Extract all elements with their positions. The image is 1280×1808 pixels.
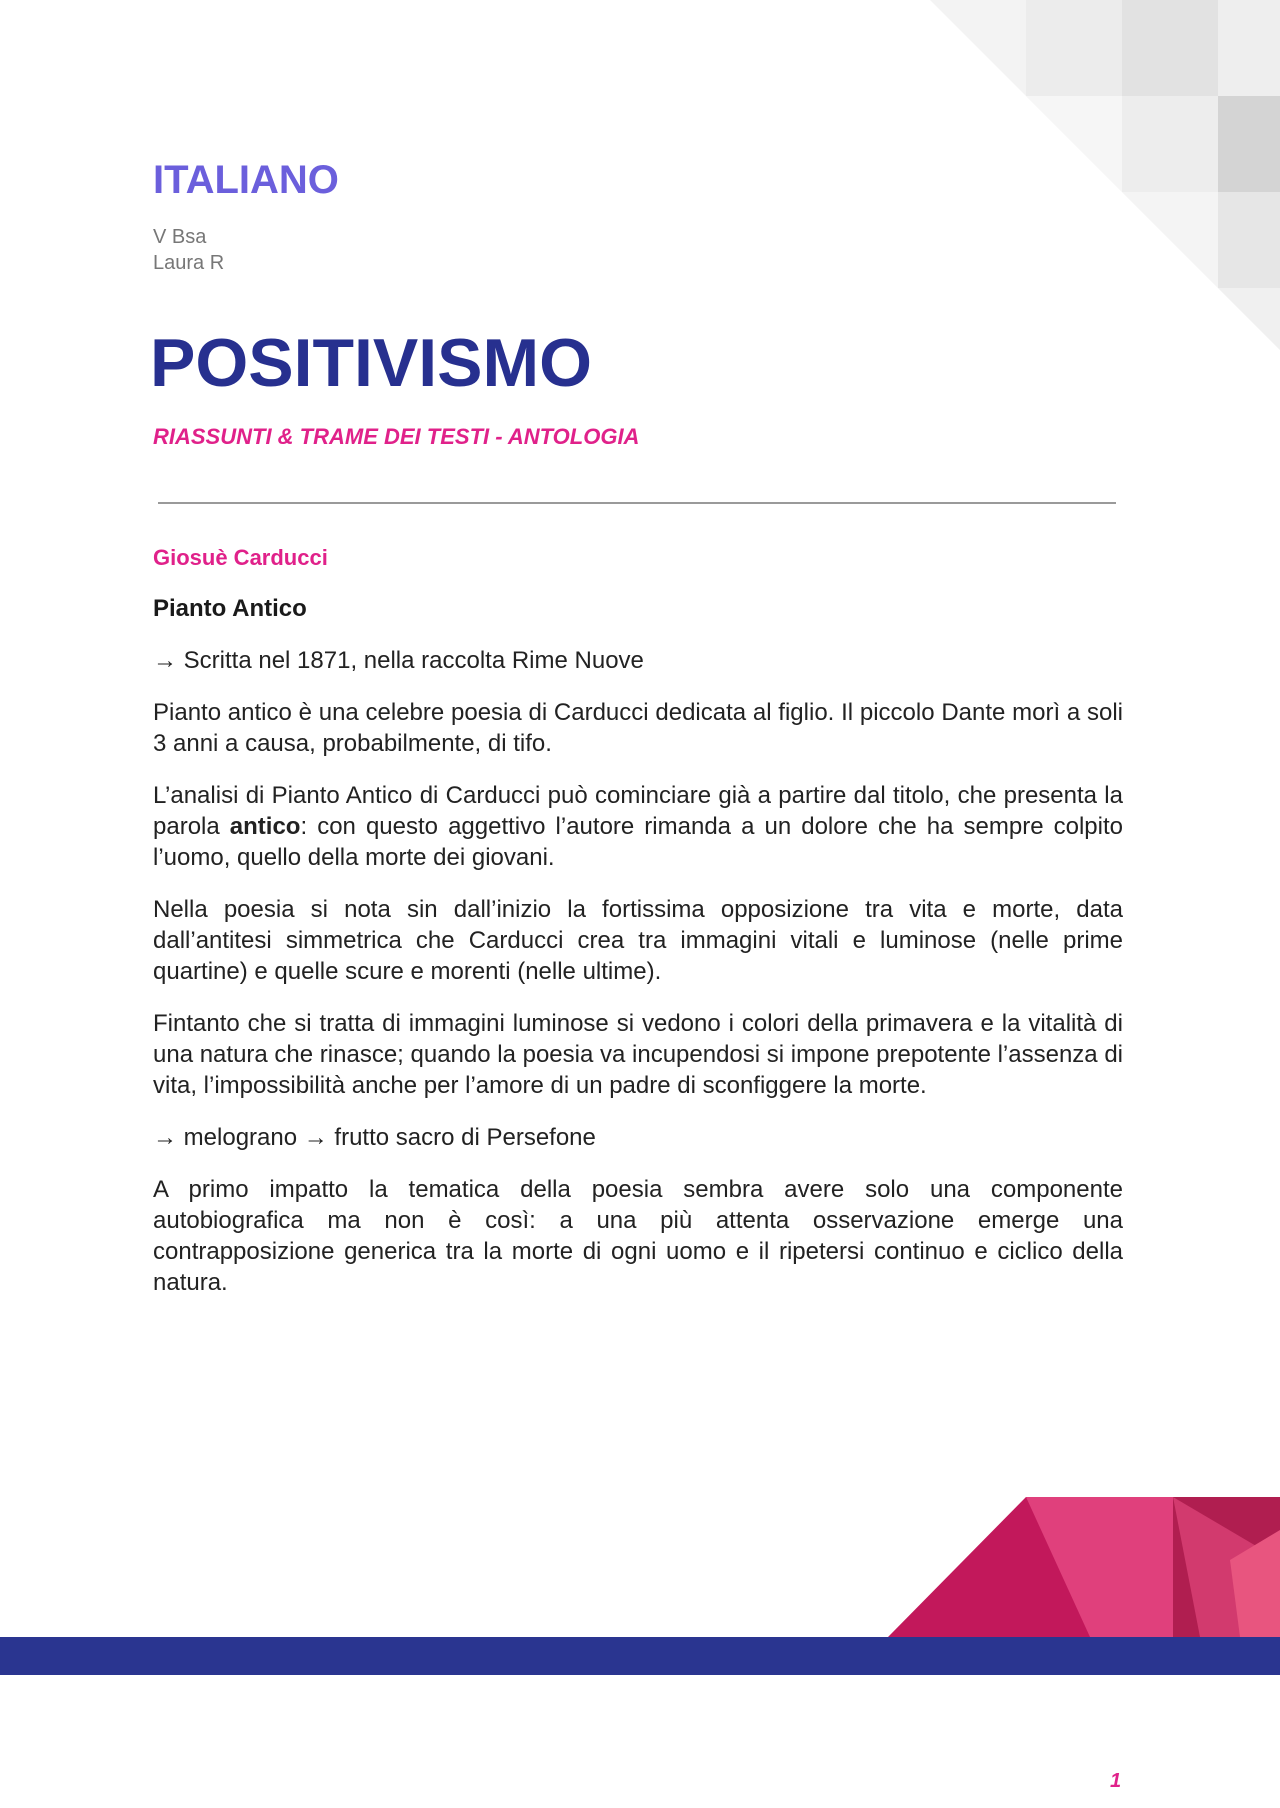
paragraph-2: Pianto antico è una celebre poesia di Carducci dedicata al figlio. Il piccolo Dante morì a soli 3 anni a causa, probabilmente, di tifo. bbox=[153, 699, 1123, 757]
paragraph-5: Fintanto che si tratta di immagini luminose si vedono i colori della primavera e la vitalità di una natura che rinasce; quando la poesia va incupendosi si impone prepotente l’assenza di vita, l’impossibilità anche per l’amore di un padre di sconfiggere la morte. bbox=[153, 1010, 1123, 1099]
section-author: Giosuè Carducci bbox=[153, 545, 328, 570]
paragraph-3-end: : con questo aggettivo l’autore rimanda a un dolore che ha sempre colpito l’uomo, quello della morte dei giovani. bbox=[153, 813, 1123, 871]
document-subtitle: RIASSUNTI & TRAME DEI TESTI - ANTOLOGIA bbox=[153, 424, 640, 449]
document-header bbox=[153, 150, 1123, 276]
paragraph-7: A primo impatto la tematica della poesia sembra avere solo una componente autobiografica ma non è così: a una più attenta osservazione emerge una contrapposizione generica tra la morte di ogni uomo e il ripetersi continuo e ciclico della natura. bbox=[153, 1176, 1123, 1296]
poem-title: Pianto Antico bbox=[153, 595, 307, 622]
paragraph-6: → melograno → frutto sacro di Persefone bbox=[153, 1124, 596, 1151]
class-label: V Bsa bbox=[153, 226, 207, 248]
footer-bar bbox=[0, 1637, 1280, 1675]
author-label: Laura R bbox=[153, 252, 225, 274]
paragraph-3-start: L’analisi di Pianto Antico di Carducci può cominciare già a partire dal titolo, che presenta la parola bbox=[153, 782, 1123, 840]
horizontal-divider bbox=[158, 502, 1116, 504]
paragraph-3 bbox=[153, 780, 1123, 873]
page-number: 1 bbox=[1110, 1770, 1122, 1792]
bold-term: antico bbox=[229, 813, 301, 840]
document-title: POSITIVISMO bbox=[150, 325, 593, 401]
paragraph-4: Nella poesia si nota sin dall’inizio la fortissima opposizione tra vita e morte, data dall’antitesi simmetrica che Carducci crea tra immagini vitali e luminose (nelle prime quartine) e quelle scure e morenti (nelle ultime). bbox=[153, 896, 1123, 985]
subject-heading: ITALIANO bbox=[153, 158, 339, 202]
section-body bbox=[153, 543, 1123, 1319]
paragraph-1: → Scritta nel 1871, nella raccolta Rime Nuove bbox=[153, 647, 644, 674]
